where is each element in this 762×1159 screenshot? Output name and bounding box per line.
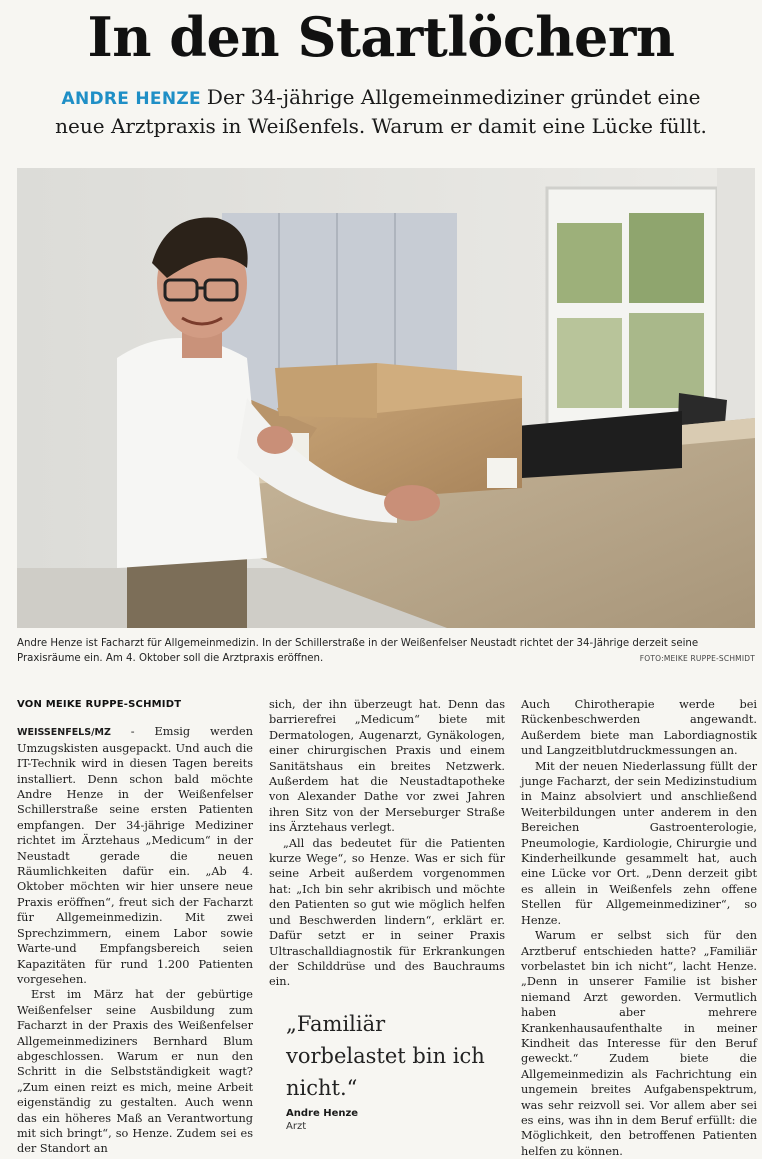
article-column-2 bbox=[269, 697, 505, 990]
subheadline bbox=[40, 84, 722, 140]
subhead-text: Der 34-jährige Allgemeinmediziner gründet eine neue Arztpraxis in Weißenfels. Warum er damit eine Lücke füllt. bbox=[55, 85, 707, 138]
article-photo bbox=[17, 168, 755, 628]
photo-credit: FOTO:MEIKE RUPPE-SCHMIDT bbox=[639, 654, 755, 663]
pull-quote bbox=[286, 1008, 506, 1132]
paragraph: „All das bedeutet für die Patienten kurze Wege“, so Henze. Was er sich für seine Arbeit außerdem vorgenommen hat: „Ich bin sehr akribisch und möchte den Patienten so gut wie möglich helfen und Beschwerden lindern“, erklärt er. Dafür setzt er in seiner Praxis Ultraschalldiagnostik für Erkrankungen der Schilddrüse und des Bauchraums ein. bbox=[269, 836, 505, 989]
headline: In den Startlöchern bbox=[87, 5, 675, 69]
photo-caption: Andre Henze ist Facharzt für Allgemeinmedizin. In der Schillerstraße in der Weißenfelser Neustadt richtet der 34-Jährige derzeit seine Praxisräume ein. Am 4. Oktober soll die Arztpraxis eröffnen. bbox=[17, 638, 699, 664]
kicker: ANDRE HENZE bbox=[61, 89, 201, 109]
byline: VON MEIKE RUPPE-SCHMIDT bbox=[17, 699, 182, 710]
photo-illustration bbox=[17, 168, 755, 628]
paragraph: Warum er selbst sich für den Arztberuf entschieden hatte? „Familiär vorbelastet bin ich nicht“, lacht Henze. „Denn in unserer Familie ist bisher niemand Arzt geworden. Vermutlich haben aber mehrere Krankenhausaufenthalte in meiner Kindheit das Interesse für den Beruf geweckt.“ Zudem biete die Allgemeinmedizin als Fachrichtung ein ungemein breites Aufgabenspektrum, was sehr reizvoll sei. Vor allem aber sei es eins, was ihn in dem Beruf erfüllt: die Möglichkeit, den betroffenen Patienten helfen zu können. bbox=[521, 929, 757, 1158]
dateline: WEISSENFELS/MZ bbox=[17, 727, 111, 739]
paragraph-text: - Emsig werden Umzugskisten ausgepackt. Und auch die IT-Technik wird in diesen Tagen bereits installiert. Denn schon bald möchte Andre Henze in der Weißenfelser Schillerstraße seine ersten Patienten empfangen. Der 34-jährige Mediziner richtet im Ärztehaus „Medicum“ in der Neustadt gerade die neuen Räumlichkeiten dafür ein. „Ab 4. Oktober möchten wir hier unsere neue Praxis eröffnen“, freut sich der Facharzt für Allgemeinmedizin. Mit zwei Sprechzimmern, einem Labor sowie Warte-und Empfangsbereich seien Kapazitäten für rund 1.200 Patienten vorgesehen. bbox=[17, 725, 253, 986]
paragraph: Mit der neuen Niederlassung füllt der junge Facharzt, der sein Medizinstudium in Mainz absolviert und anschließend Weiterbildungen unter anderem in den Bereichen Gastroenterologie, Pneumologie, Kardiologie, Chirurgie und Kinderheilkunde gesammelt hat, auch eine Lücke vor Ort. „Denn derzeit gibt es allein in Weißenfels zehn offene Stellen für Allgemeinmediziner“, so Henze. bbox=[521, 759, 757, 927]
article-column-1 bbox=[17, 697, 253, 1157]
pull-quote-text: „Familiär vorbelastet bin ich nicht.“ bbox=[286, 1012, 485, 1100]
paragraph: sich, der ihn überzeugt hat. Denn das barrierefrei „Medicum“ biete mit Dermatologen, Augenarzt, Gynäkologen, einer chirurgischen Praxis und einem Sanitätshaus ein breites Netzwerk. Außerdem hat die Neustadtapotheke von Alexander Dathe vor zwei Jahren ihren Sitz von der Merseburger Straße ins Ärztehaus verlegt. bbox=[269, 698, 505, 835]
pull-quote-author: Andre Henze bbox=[286, 1108, 359, 1119]
paragraph: Auch Chirotherapie werde bei Rückenbeschwerden angewandt. Außerdem biete man Labordiagnostik und Langzeitblutdruckmessungen an. bbox=[521, 698, 757, 758]
paragraph bbox=[17, 724, 253, 987]
paragraph: Erst im März hat der gebürtige Weißenfelser seine Ausbildung zum Facharzt in der Praxis des Weißenfelser Allgemeinmediziners Bernhard Blum abgeschlossen. Warum er nun den Schritt in die Selbstständigkeit wagt? „Zum einen reizt es mich, meine Arbeit eigenständig zu gestalten. Auch wenn das ein höheres Maß an Verantwortung mit sich bringt“, so Henze. Zudem sei es der Standort an bbox=[17, 988, 253, 1156]
article-column-3 bbox=[521, 697, 757, 1159]
pull-quote-role: Arzt bbox=[286, 1121, 307, 1132]
